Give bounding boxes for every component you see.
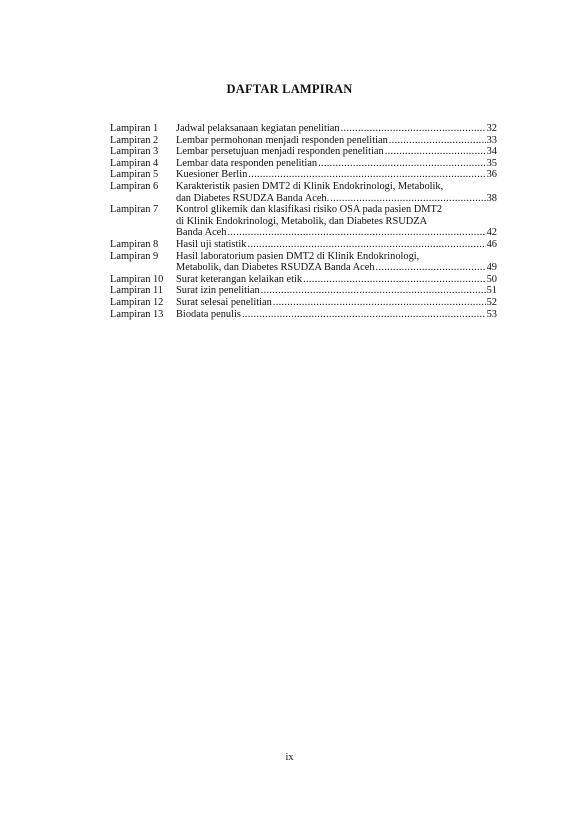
appendix-title-line xyxy=(176,239,497,251)
appendix-title-line xyxy=(176,123,497,135)
appendix-title-line xyxy=(176,262,497,274)
appendix-title-line xyxy=(176,309,497,321)
dot-leader xyxy=(273,297,486,309)
appendix-label: Lampiran 9 xyxy=(110,250,159,262)
page-title: DAFTAR LAMPIRAN xyxy=(226,82,353,96)
appendix-title xyxy=(176,204,497,239)
appendix-page-number: 49 xyxy=(486,262,497,274)
appendix-entry xyxy=(110,135,497,147)
dot-leader xyxy=(247,239,485,251)
page-number: ix xyxy=(285,752,294,763)
appendix-entry xyxy=(110,239,497,251)
appendix-page-number: 51 xyxy=(486,285,497,297)
appendix-title-line xyxy=(176,193,497,205)
appendix-entry xyxy=(110,285,497,297)
appendix-entry xyxy=(110,181,497,204)
dot-leader xyxy=(242,309,486,321)
appendix-title xyxy=(176,181,497,204)
appendix-title xyxy=(176,146,497,158)
appendix-page-number: 46 xyxy=(486,238,497,250)
appendix-entry xyxy=(110,251,497,274)
appendix-title xyxy=(176,251,497,274)
dot-leader xyxy=(303,274,486,286)
appendix-title-line xyxy=(176,274,497,286)
appendix-page-number: 34 xyxy=(486,146,497,158)
appendix-title-text: Metabolik, dan Diabetes RSUDZA Banda Aceh xyxy=(176,262,375,274)
appendix-title-text: Lembar permohonan menjadi responden penelitian xyxy=(176,134,388,146)
appendix-entry xyxy=(110,169,497,181)
appendix-label: Lampiran 6 xyxy=(110,180,159,192)
appendix-title-text: Surat izin penelitian xyxy=(176,285,260,297)
appendix-label: Lampiran 10 xyxy=(110,273,164,285)
appendix-title-line: Hasil laboratorium pasien DMT2 di Klinik Endokrinologi, xyxy=(176,250,420,262)
appendix-title xyxy=(176,285,497,297)
appendix-title-line xyxy=(176,285,497,297)
appendix-entry xyxy=(110,123,497,135)
appendix-title-line xyxy=(176,135,497,147)
appendix-page-number: 53 xyxy=(486,308,497,320)
appendix-title-line xyxy=(176,169,497,181)
appendix-entry xyxy=(110,204,497,239)
appendix-title-line: Karakteristik pasien DMT2 di Klinik Endokrinologi, Metabolik, xyxy=(176,180,444,192)
appendix-page-number: 50 xyxy=(486,273,497,285)
dot-leader xyxy=(261,285,486,297)
appendix-title-text: Lembar data responden penelitian xyxy=(176,157,318,169)
appendix-label: Lampiran 4 xyxy=(110,157,159,169)
appendix-title xyxy=(176,297,497,309)
dot-leader xyxy=(341,123,486,135)
appendix-entry xyxy=(110,309,497,321)
appendix-list xyxy=(110,123,497,320)
appendix-title-text: Jadwal pelaksanaan kegiatan penelitian xyxy=(176,123,340,134)
appendix-entry xyxy=(110,158,497,170)
appendix-title xyxy=(176,274,497,286)
appendix-entry xyxy=(110,146,497,158)
appendix-label: Lampiran 5 xyxy=(110,169,159,181)
appendix-title-line xyxy=(176,227,497,239)
appendix-title xyxy=(176,135,497,147)
appendix-title xyxy=(176,309,497,321)
appendix-title-text: Surat selesai penelitian xyxy=(176,296,272,308)
dot-leader xyxy=(330,193,485,205)
appendix-label: Lampiran 7 xyxy=(110,204,159,216)
appendix-title-text: Lembar persetujuan menjadi responden penelitian xyxy=(176,146,384,158)
appendix-page-number: 42 xyxy=(486,227,497,239)
appendix-label: Lampiran 1 xyxy=(110,123,159,134)
appendix-title xyxy=(176,239,497,251)
appendix-label: Lampiran 3 xyxy=(110,146,159,158)
appendix-title-text: Hasil uji statistik xyxy=(176,238,247,250)
dot-leader xyxy=(228,227,486,239)
appendix-page-number: 35 xyxy=(486,157,497,169)
appendix-title-line xyxy=(176,146,497,158)
appendix-label: Lampiran 13 xyxy=(110,308,164,320)
dot-leader xyxy=(318,158,486,170)
appendix-title-text: Surat keterangan kelaikan etik xyxy=(176,273,303,285)
appendix-entry xyxy=(110,297,497,309)
appendix-title-line: Kontrol glikemik dan klasifikasi risiko OSA pada pasien DMT2 xyxy=(176,204,443,216)
appendix-label: Lampiran 8 xyxy=(110,238,159,250)
appendix-entry xyxy=(110,274,497,286)
appendix-title xyxy=(176,123,497,135)
dot-leader xyxy=(376,262,486,274)
appendix-title-text: dan Diabetes RSUDZA Banda Aceh. xyxy=(176,192,330,204)
appendix-page-number: 52 xyxy=(486,296,497,308)
appendix-title xyxy=(176,158,497,170)
appendix-title-text: Biodata penulis xyxy=(176,308,241,320)
appendix-page-number: 36 xyxy=(486,169,497,181)
dot-leader xyxy=(389,135,486,147)
appendix-page-number: 38 xyxy=(486,192,497,204)
appendix-label: Lampiran 2 xyxy=(110,134,159,146)
appendix-title-text: Kuesioner Berlin xyxy=(176,169,248,181)
appendix-title-line xyxy=(176,158,497,170)
appendix-title-line xyxy=(176,297,497,309)
dot-leader xyxy=(385,146,486,158)
appendix-title-text: Banda Aceh xyxy=(176,227,227,239)
appendix-title xyxy=(176,169,497,181)
appendix-label: Lampiran 12 xyxy=(110,296,164,308)
dot-leader xyxy=(248,169,485,181)
appendix-page-number: 33 xyxy=(486,134,497,146)
appendix-label: Lampiran 11 xyxy=(110,285,163,297)
appendix-title-line: di Klinik Endokrinologi, Metabolik, dan Diabetes RSUDZA xyxy=(176,215,428,227)
appendix-page-number: 32 xyxy=(486,123,497,134)
